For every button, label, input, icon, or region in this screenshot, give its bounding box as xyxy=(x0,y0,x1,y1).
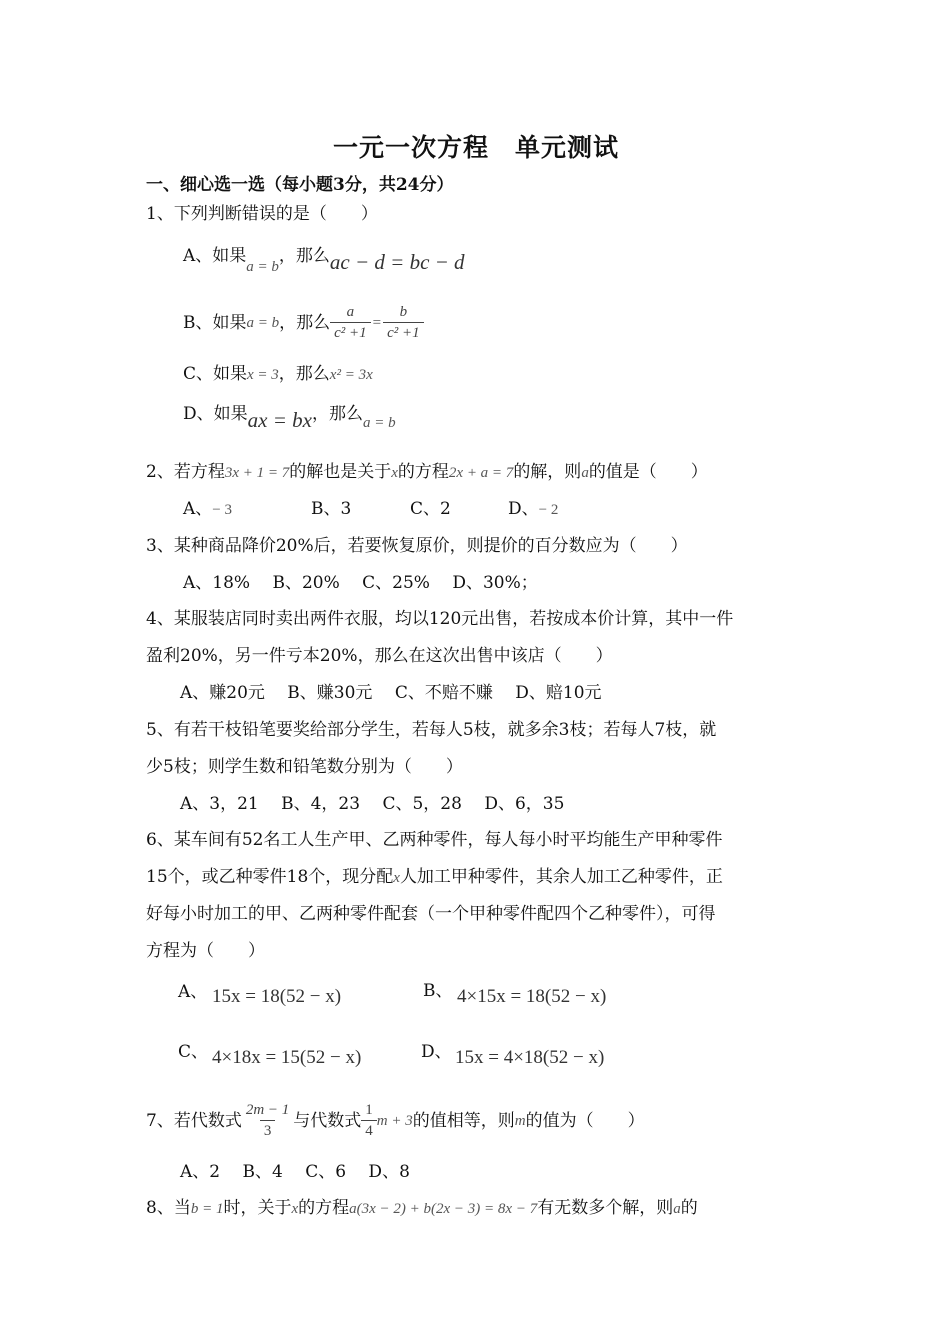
q7-variable-m: m xyxy=(514,1112,526,1129)
q7-text-1: 7、若代数式 xyxy=(146,1110,242,1131)
q1-b-prefix: B、如果 xyxy=(183,312,247,333)
question-6-line-4: 方程为（ ） xyxy=(146,941,265,961)
q2-option-a xyxy=(183,499,232,520)
q6-option-a-label: A、 xyxy=(178,982,208,1002)
q1-d-prefix: D、如果 xyxy=(183,404,248,424)
q2-text-4: 的解，则 xyxy=(513,462,582,482)
question-8-stem xyxy=(146,1198,698,1219)
q6-option-b-label: B、 xyxy=(423,981,453,1001)
q2-text-5: 的值是（ ） xyxy=(588,462,708,482)
question-6-line-3: 好每小时加工的甲、乙两种零件配套（一个甲种零件配四个乙种零件），可得 xyxy=(146,904,716,924)
q2-a-label: A、 xyxy=(183,499,213,519)
q1-c-prefix: C、如果 xyxy=(183,364,248,384)
q6-line2-part-1: 15个，或乙种零件18个，现分配 xyxy=(146,867,394,887)
q7-options: A、2 B、4 C、6 D、8 xyxy=(180,1162,410,1182)
q1-d-condition: ax = bx xyxy=(247,408,312,432)
q1-b-equals: = xyxy=(372,314,382,331)
q1-option-b xyxy=(183,302,424,343)
q1-d-middle: ，那么 xyxy=(311,404,363,424)
q6-option-c-equation: 4×18x = 15(52 − x) xyxy=(212,1047,362,1068)
q2-equation-1: 3x + 1 = 7 xyxy=(224,465,290,481)
q2-d-value: − 2 xyxy=(538,502,559,518)
q1-b-fraction-left xyxy=(330,302,371,343)
q2-equation-2: 2x + a = 7 xyxy=(448,465,514,481)
q6-variable-x: x xyxy=(393,870,400,886)
q6-option-b-equation: 4×15x = 18(52 − x) xyxy=(457,986,607,1007)
q1-b-middle: ，那么 xyxy=(279,312,331,333)
q7-fraction-2-denominator: 4 xyxy=(361,1120,377,1141)
q6-option-d-label: D、 xyxy=(421,1042,452,1062)
q8-equation: a(3x − 2) + b(2x − 3) = 8x − 7 xyxy=(349,1201,538,1217)
q1-a-condition: a = b xyxy=(246,259,279,275)
question-1-stem: 1、下列判断错误的是（ ） xyxy=(146,204,378,224)
q3-options: A、18% B、20% C、25% D、30%； xyxy=(183,573,538,593)
section-heading: 一、细心选一选（每小题3分，共24分） xyxy=(146,175,454,195)
q7-fraction-1-denominator: 3 xyxy=(260,1120,276,1141)
q1-b-condition: a = b xyxy=(246,314,280,331)
q7-text-4: 的值为（ ） xyxy=(525,1110,645,1131)
q1-b-denominator-right: c² +1 xyxy=(383,322,424,343)
question-5-line-2: 少5枝；则学生数和铅笔数分别为（ ） xyxy=(146,757,463,777)
q2-text-3: 的方程 xyxy=(397,462,449,482)
q7-fraction-1 xyxy=(242,1100,293,1141)
q1-c-result: x² = 3x xyxy=(329,367,373,383)
question-3-stem: 3、某种商品降价20%后，若要恢复原价，则提价的百分数应为（ ） xyxy=(146,536,688,556)
q2-text-2: 的解也是关于 xyxy=(289,462,392,482)
q6-line2-part-2: 人加工甲种零件，其余人加工乙种零件，正 xyxy=(399,867,723,887)
q1-b-numerator-right: b xyxy=(399,304,408,320)
q1-option-a xyxy=(183,244,465,275)
q7-fraction-2-numerator: 1 xyxy=(365,1102,373,1118)
q8-text-1: 8、当 xyxy=(146,1198,191,1218)
q6-option-a-equation: 15x = 18(52 − x) xyxy=(212,986,342,1007)
q1-c-condition: x = 3 xyxy=(247,367,279,383)
q1-a-prefix: A、如果 xyxy=(183,246,247,266)
question-7-stem xyxy=(146,1100,645,1141)
q2-option-c: C、2 xyxy=(410,499,451,519)
q2-a-value: − 3 xyxy=(212,502,232,518)
q1-a-result: ac − d = bc − d xyxy=(329,250,465,274)
q5-options: A、3，21 B、4，23 C、5，28 D、6，35 xyxy=(180,794,565,814)
q8-text-2: 时，关于 xyxy=(223,1198,292,1218)
question-5-line-1: 5、有若干枝铅笔要奖给部分学生，若每人5枝，就多余3枝；若每人7枝，就 xyxy=(146,720,717,740)
q1-a-middle: ，那么 xyxy=(278,246,330,266)
q7-fraction-2 xyxy=(361,1100,377,1141)
q2-variable-x: x xyxy=(391,465,398,481)
q7-fraction-1-numerator: 2m − 1 xyxy=(245,1102,290,1118)
q2-text-1: 2、若方程 xyxy=(146,462,225,482)
q7-text-2: 与代数式 xyxy=(293,1110,362,1131)
question-4-line-2: 盈利20%，另一件亏本20%，那么在这次出售中该店（ ） xyxy=(146,646,613,666)
q1-option-c xyxy=(183,364,373,385)
q2-variable-a: a xyxy=(581,465,589,481)
q7-text-3: 的值相等，则 xyxy=(412,1110,515,1131)
q1-b-numerator-left: a xyxy=(346,304,355,320)
q1-d-result: a = b xyxy=(362,415,396,431)
q7-expression: m + 3 xyxy=(376,1112,413,1129)
q1-option-d xyxy=(183,402,396,432)
q2-option-d xyxy=(508,499,558,520)
q4-options: A、赚20元 B、赚30元 C、不赔不赚 D、赔10元 xyxy=(180,683,602,703)
question-4-line-1: 4、某服装店同时卖出两件衣服，均以120元出售，若按成本价计算，其中一件 xyxy=(146,609,734,629)
q6-option-c-label: C、 xyxy=(178,1042,209,1062)
question-6-line-2 xyxy=(146,867,723,888)
q1-b-fraction-right xyxy=(383,302,424,343)
page-title: 一元一次方程 单元测试 xyxy=(333,133,620,162)
q1-b-denominator-left: c² +1 xyxy=(330,322,371,343)
q8-variable-x: x xyxy=(291,1201,299,1217)
question-6-line-1: 6、某车间有52名工人生产甲、乙两种零件，每人每小时平均能生产甲种零件 xyxy=(146,830,723,850)
q2-d-label: D、 xyxy=(508,499,539,519)
q8-text-5: 的 xyxy=(680,1198,698,1218)
q1-c-middle: ，那么 xyxy=(278,364,330,384)
q8-text-4: 有无数多个解，则 xyxy=(537,1198,674,1218)
q8-variable-a: a xyxy=(673,1201,681,1217)
question-2-stem xyxy=(146,462,708,483)
q6-option-d-equation: 15x = 4×18(52 − x) xyxy=(455,1047,605,1068)
q8-condition: b = 1 xyxy=(190,1201,224,1217)
q2-option-b: B、3 xyxy=(311,499,352,519)
q8-text-3: 的方程 xyxy=(298,1198,350,1218)
